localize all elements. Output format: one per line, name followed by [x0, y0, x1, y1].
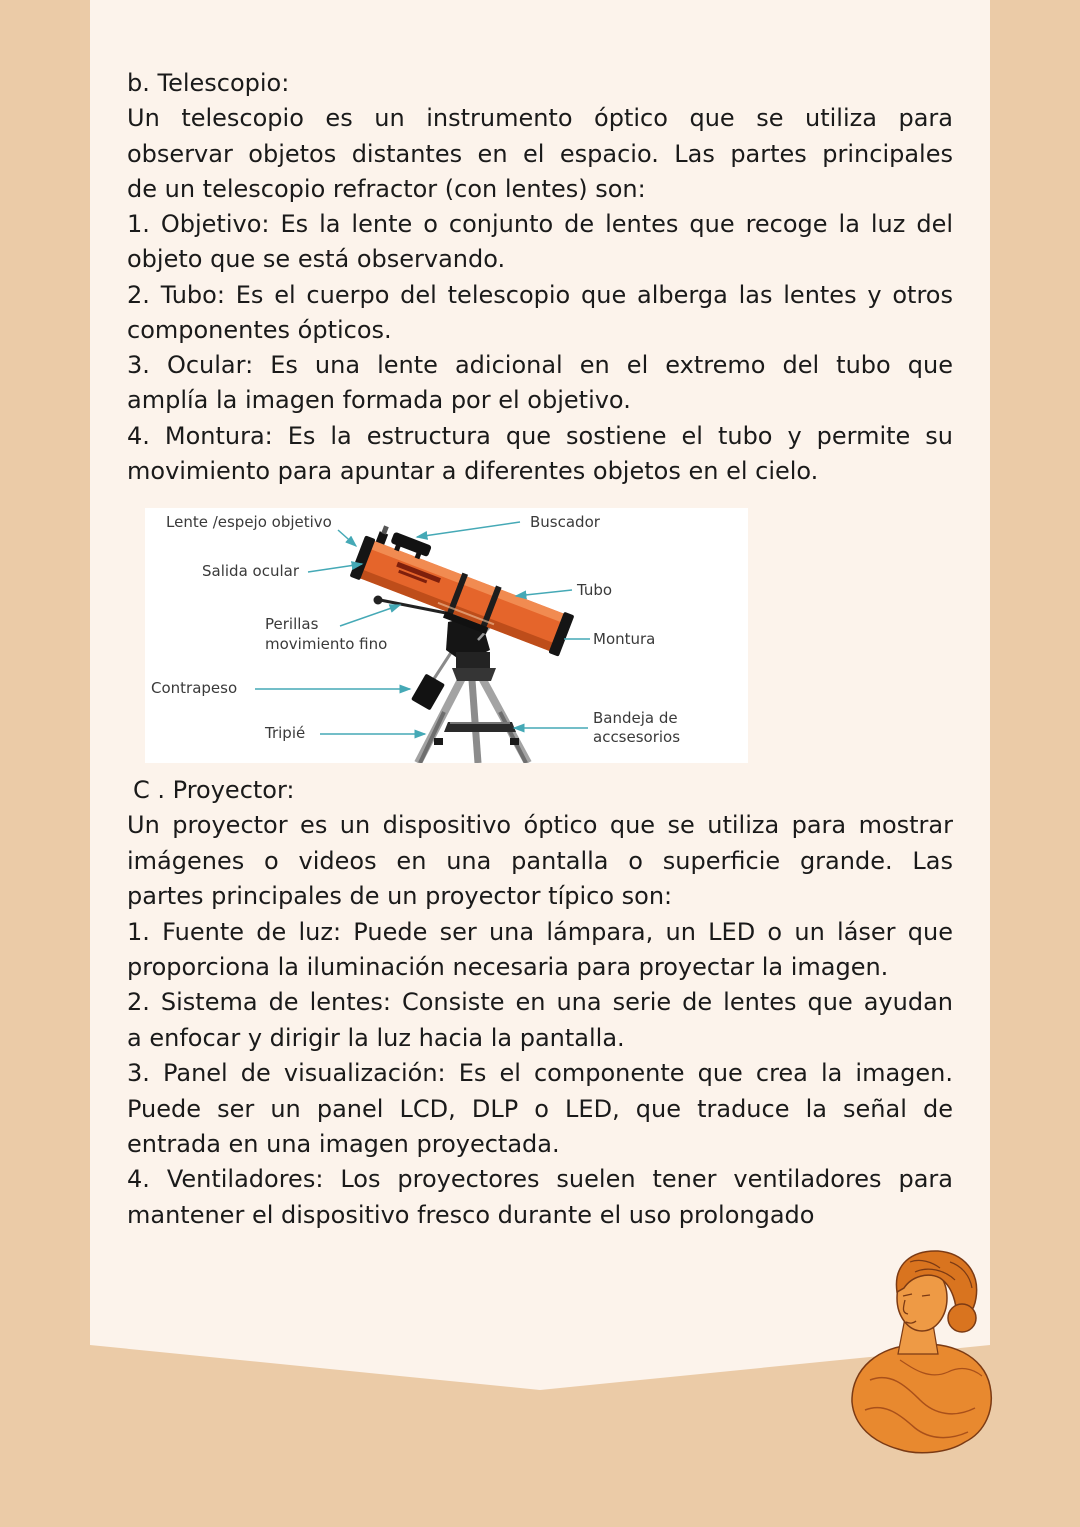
- list-item-line: 2. Tubo: Es el cuerpo del telescopio que alberga las lentes y otros: [127, 280, 953, 309]
- label-eyepiece: Salida ocular: [202, 562, 299, 580]
- list-item-line: Puede ser un panel LCD, DLP o LED, que traduce la señal de: [127, 1094, 953, 1123]
- telescope-diagram: [145, 508, 748, 763]
- list-item-line: 3. Panel de visualización: Es el componente que crea la imagen.: [127, 1059, 953, 1088]
- paragraph-line: de un telescopio refractor (con lentes) son:: [127, 174, 646, 203]
- list-item-line: amplía la imagen formada por el objetivo.: [127, 386, 631, 415]
- list-item-line: movimiento para apuntar a diferentes objetos en el cielo.: [127, 456, 819, 485]
- label-mount: Montura: [593, 630, 656, 648]
- list-item-line: entrada en una imagen proyectada.: [127, 1129, 560, 1158]
- list-item-line: componentes ópticos.: [127, 315, 392, 344]
- paragraph-line: observar objetos distantes en el espacio. Las partes principales: [127, 139, 953, 168]
- list-item-line: objeto que se está observando.: [127, 245, 506, 274]
- slow-motion-knob: [374, 596, 383, 605]
- projector-section: [127, 773, 953, 1233]
- label-counterweight: Contrapeso: [151, 679, 238, 697]
- bust-drapery: [852, 1344, 991, 1453]
- bust-illustration: [845, 1245, 995, 1460]
- paragraph-line: Un telescopio es un instrumento óptico que se utiliza para: [127, 104, 953, 133]
- paragraph-line: partes principales de un proyector típico son:: [127, 882, 673, 911]
- list-item-line: 1. Fuente de luz: Puede ser una lámpara, un LED o un láser que: [127, 917, 953, 946]
- paragraph-line: imágenes o videos en una pantalla o superficie grande. Las: [127, 846, 953, 875]
- section-heading: b. Telescopio:: [127, 69, 290, 97]
- label-objective: Lente /espejo objetivo: [166, 513, 332, 531]
- leg-clamp: [510, 738, 519, 745]
- list-item-line: mantener el dispositivo fresco durante el uso prolongado: [127, 1200, 815, 1229]
- label-tray: accsesorios: [593, 728, 681, 746]
- accessory-tray-highlight: [450, 722, 510, 724]
- label-finder: Buscador: [530, 513, 600, 531]
- list-item-line: 3. Ocular: Es una lente adicional en el extremo del tubo que: [127, 351, 953, 380]
- bust-hair-bun: [948, 1304, 976, 1332]
- list-item-line: proporciona la iluminación necesaria para proyectar la imagen.: [127, 952, 889, 981]
- tripod-head: [452, 668, 496, 681]
- label-knobs: Perillas: [265, 615, 319, 633]
- list-item-line: 2. Sistema de lentes: Consiste en una serie de lentes que ayudan: [127, 988, 953, 1017]
- section-heading: C . Proyector:: [133, 776, 295, 804]
- list-item-line: 4. Ventiladores: Los proyectores suelen tener ventiladores para: [127, 1165, 953, 1194]
- list-item-line: 4. Montura: Es la estructura que sostiene el tubo y permite su: [127, 421, 953, 450]
- leg-clamp: [434, 738, 443, 745]
- label-tripod: Tripié: [265, 724, 306, 742]
- mount-axis-housing: [456, 652, 490, 670]
- label-knobs: movimiento fino: [265, 635, 388, 653]
- label-tube: Tubo: [577, 581, 613, 599]
- list-item-line: a enfocar y dirigir la luz hacia la pantalla.: [127, 1023, 625, 1052]
- list-item-line: 1. Objetivo: Es la lente o conjunto de lentes que recoge la luz del: [127, 210, 953, 239]
- label-tray: Bandeja de: [593, 709, 678, 727]
- paragraph-line: Un proyector es un dispositivo óptico que se utiliza para mostrar: [127, 811, 953, 840]
- telescope-section: [127, 66, 953, 489]
